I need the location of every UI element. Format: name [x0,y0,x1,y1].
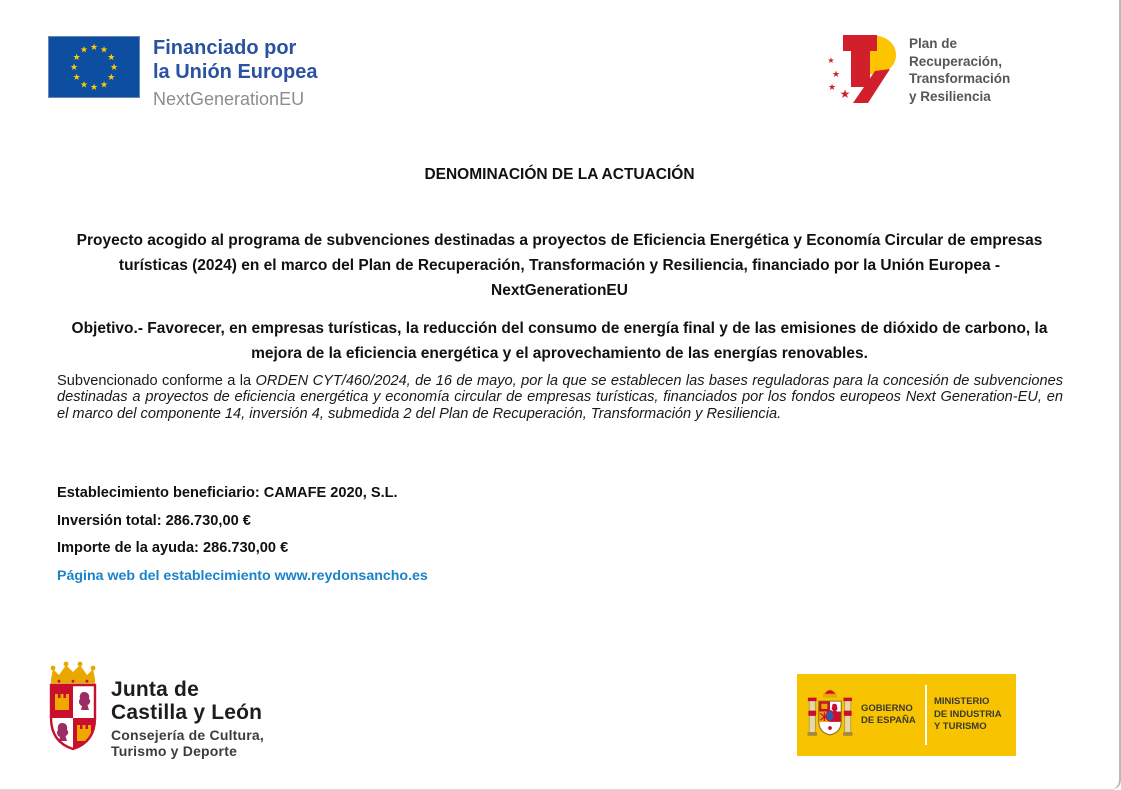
junta-castilla-leon-shield-icon [44,660,102,758]
ministerio-line3: Y TURISMO [934,721,987,733]
eu-funding-line2: la Unión Europea [153,61,318,84]
junta-line2: Castilla y León [111,700,263,724]
svg-text:★: ★ [89,43,99,53]
prtr-line2: Recuperación, [909,53,1003,69]
gobierno-espana-logo [797,674,1016,756]
svg-text:★: ★ [831,70,841,80]
junta-castilla-leon-logo [44,660,264,760]
ministerio-line2: DE INDUSTRIA [934,708,1002,720]
gobierno-divider [925,685,927,745]
gobierno-line1: GOBIERNO [861,702,913,714]
svg-text:★: ★ [107,73,116,83]
spain-coat-of-arms-icon [804,684,856,746]
svg-text:★: ★ [79,45,89,56]
svg-text:★: ★ [827,56,835,65]
junta-line4: Turismo y Deporte [111,743,238,760]
svg-text:★: ★ [99,45,109,56]
project-description: Proyecto acogido al programa de subvenciones destinadas a proyectos de Eficiencia Energética y Economía Circular de empresas turísticas (2024) en el marco del Plan de Recuperación, Transformación y Resiliencia, financiado por la Unión Europea - NextGenerationEU [76,231,1043,299]
svg-text:★: ★ [69,63,79,73]
eu-funding-line1: Financiado por [153,37,297,59]
prtr-line1: Plan de [909,36,958,51]
eu-funding-text [153,36,317,110]
eu-funding-line3: NextGenerationEU [153,88,305,109]
website-link[interactable]: Página web del establecimiento www.reydonsancho.es [57,567,428,584]
ministerio-line1: MINISTERIO [934,696,990,708]
legal-basis-order-reference: ORDEN CYT/460/2024, de 16 de mayo, por la que se establecen las bases reguladoras para la concesión de subvenciones destinadas a proyectos de eficiencia energética y economía circular de empresas turísticas, financiados por los fondos europeos Next Generation-EU, en el marco del componente 14, inversión 4, submedida 2 del Plan de Recuperación, Transformación y Resiliencia. [57,372,1063,422]
investment-line: Inversión total: 286.730,00 € [57,512,251,529]
legal-basis-paragraph [57,373,1063,423]
svg-text:★: ★ [109,63,119,73]
svg-text:★: ★ [72,53,81,63]
prtr-line4: y Resiliencia [909,88,991,104]
legal-basis-lead: Subvencionado conforme a la [57,372,256,389]
eu-flag-icon [48,36,140,98]
junta-line1: Junta de [111,678,199,701]
beneficiary-details [57,485,428,584]
svg-text:★: ★ [107,53,116,63]
svg-text:★: ★ [72,73,81,83]
junta-line3: Consejería de Cultura, [111,727,264,744]
svg-text:★: ★ [839,87,851,101]
page-title: DENOMINACIÓN DE LA ACTUACIÓN [424,166,695,183]
prtr-line3: Transformación [909,71,1011,87]
gobierno-espana-text [861,703,923,728]
svg-text:★: ★ [79,80,89,91]
junta-castilla-leon-text [111,679,264,760]
ministerio-text [934,696,1002,733]
eu-funding-logo [48,36,317,110]
beneficiary-line: Establecimiento beneficiario: CAMAFE 2020, S.L. [57,485,398,501]
gobierno-line2: DE ESPAÑA [861,715,916,726]
svg-text:★: ★ [99,80,109,91]
prtr-logo [820,27,1010,107]
prtr-logo-text [909,35,1010,105]
svg-text:★: ★ [89,83,99,93]
prtr-tr-logo-icon [820,27,900,107]
svg-text:★: ★ [827,83,837,93]
aid-amount-line: Importe de la ayuda: 286.730,00 € [57,540,289,556]
objective-paragraph: Objetivo.- Favorecer, en empresas turísticas, la reducción del consumo de energía final y de las emisiones de dióxido de carbono, la mejora de la eficiencia energética y el aprovechamiento de las energías renovables. [71,319,1048,362]
